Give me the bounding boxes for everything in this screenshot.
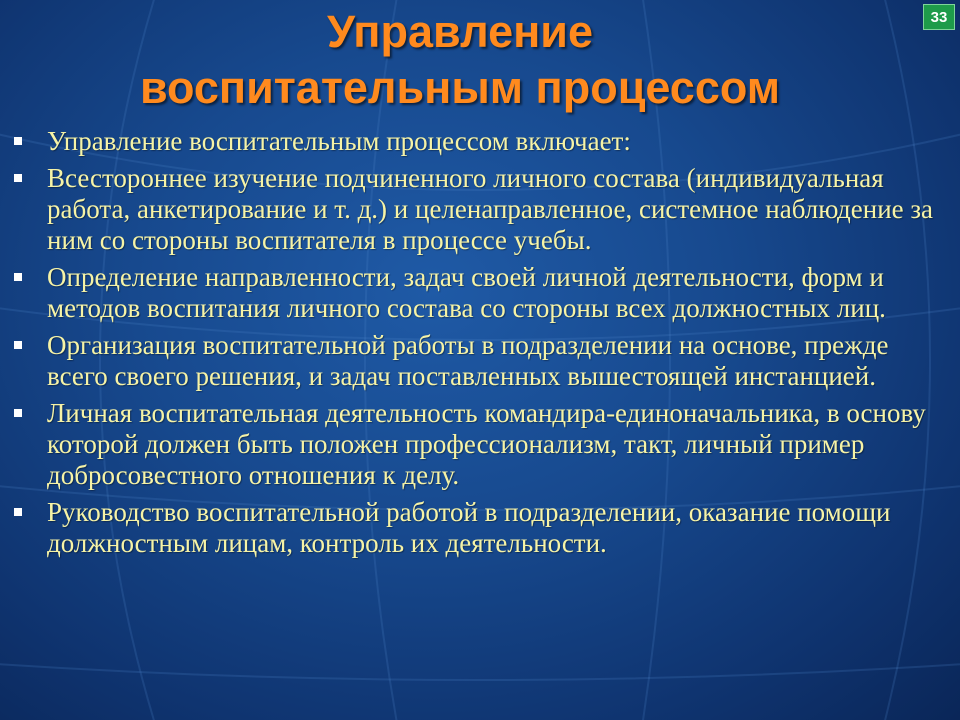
bullet-text: Руководство воспитательной работой в подразделении, оказание помощи должностным лицам, контроль их деятельности. [47,497,891,558]
bullet-item [14,262,944,324]
slide-title-line-2: воспитательным процессом [139,62,781,113]
slide-title [40,4,880,116]
bullet-item [14,497,944,559]
square-bullet-icon [14,409,22,417]
square-bullet-icon [14,341,22,349]
slide-number-badge: 33 [923,4,955,30]
bullet-text: Личная воспитательная деятельность командира-единоначальника, в основу которой должен быть положен профессионализм, такт, личный пример добросовестного отношения к делу. [47,398,926,490]
bullet-text: Управление воспитательным процессом включает: [47,126,631,156]
bullet-list [14,126,944,565]
bullet-text: Определение направленности, задач своей личной деятельности, форм и методов воспитания личного состава со стороны всех должностных лиц. [47,262,886,323]
square-bullet-icon [14,174,22,182]
slide-title-line-1: Управление [327,6,593,57]
bullet-item [14,126,944,157]
bullet-text: Организация воспитательной работы в подразделении на основе, прежде всего своего решения, и задач поставленных вышестоящей инстанцией. [47,330,889,391]
square-bullet-icon [14,508,22,516]
square-bullet-icon [14,137,22,145]
bullet-item [14,163,944,256]
square-bullet-icon [14,273,22,281]
bullet-item [14,398,944,491]
bullet-item [14,330,944,392]
bullet-text: Всестороннее изучение подчиненного личного состава (индивидуальная работа, анкетирование и т. д.) и целенаправленное, системное наблюдение за ним со стороны воспитателя в процессе учебы. [47,163,934,255]
